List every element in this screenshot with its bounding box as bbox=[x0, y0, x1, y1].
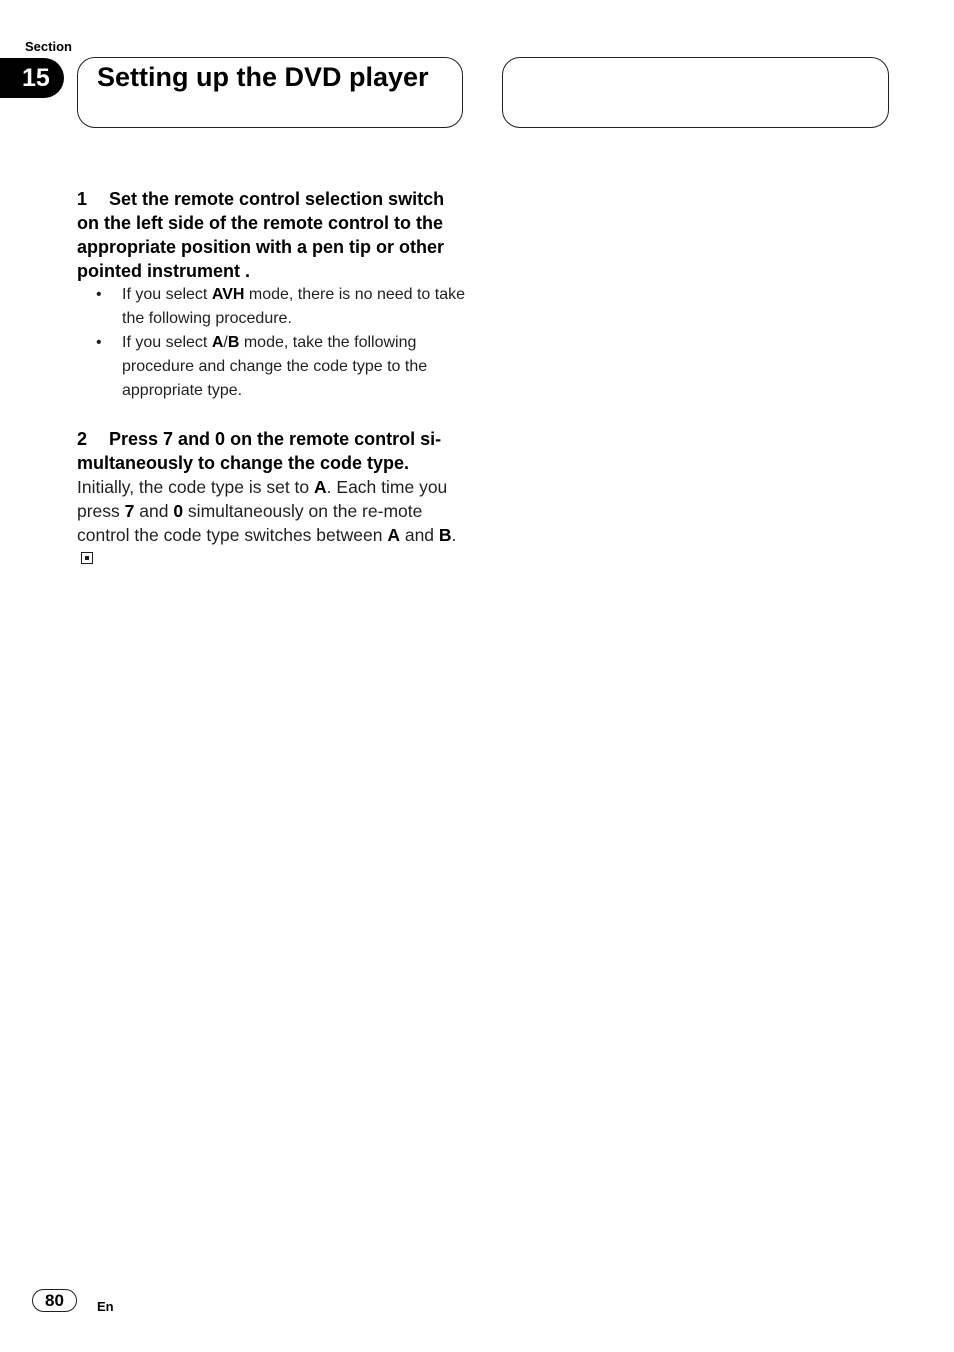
step-2-heading-text: Press 7 and 0 on the remote control si-multaneously to change the code type. bbox=[77, 429, 442, 473]
bullet-icon: • bbox=[96, 286, 102, 303]
page-number: 80 bbox=[32, 1289, 77, 1312]
bullet-icon: • bbox=[96, 334, 102, 351]
title-box bbox=[77, 57, 463, 128]
step-1-number: 1 bbox=[77, 189, 88, 209]
step-2-heading bbox=[77, 427, 467, 475]
end-of-section-icon bbox=[81, 552, 93, 564]
page-title: Setting up the DVD player bbox=[97, 62, 429, 92]
list-item: • If you select A/B mode, take the following procedure and change the code type to the appropriate type. bbox=[77, 331, 467, 403]
main-content bbox=[77, 187, 467, 571]
list-item: • If you select AVH mode, there is no need to take the following procedure. bbox=[77, 283, 467, 331]
language-label: En bbox=[97, 1299, 114, 1314]
step-1-heading bbox=[77, 187, 467, 283]
empty-header-box bbox=[502, 57, 889, 128]
step-2-number: 2 bbox=[77, 429, 88, 449]
section-number-tab: 15 bbox=[0, 58, 64, 98]
step-1-heading-text: Set the remote control selection switch on the left side of the remote control to the appropriate position with a pen tip or other pointed instrument . bbox=[77, 189, 445, 281]
step-1-notes bbox=[77, 283, 467, 403]
step-2-body: Initially, the code type is set to A. Each time you press 7 and 0 simultaneously on the re-mote control the code type switches between A and B. bbox=[77, 475, 467, 571]
section-label: Section bbox=[25, 39, 72, 54]
